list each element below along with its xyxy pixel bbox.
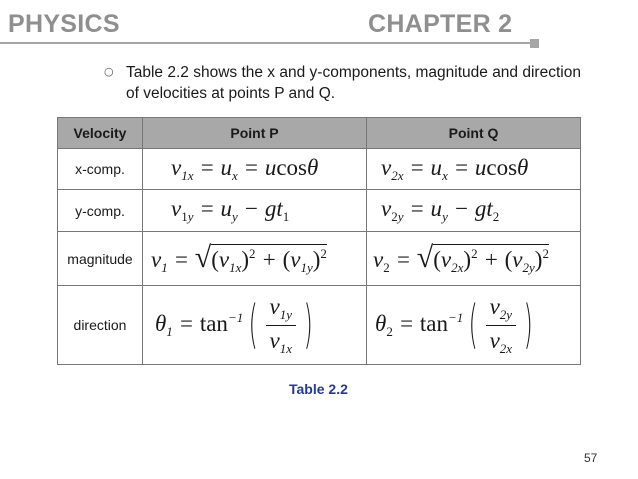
header-point-q: Point Q xyxy=(367,118,581,149)
page-number: 57 xyxy=(584,451,598,465)
equation-p: $v_{1y} = u_y - gt_1$ xyxy=(142,190,366,232)
equation-q: $v_2 = √(v_{2x})^2 + (v_{2y})^2$ xyxy=(367,232,581,286)
row-label: y-comp. xyxy=(58,190,143,232)
equation-q: $v_{2x} = u_x = ucos\theta$ xyxy=(367,149,581,190)
chapter-title: CHAPTER 2 xyxy=(368,10,513,38)
header-velocity: Velocity xyxy=(58,118,143,149)
equation-p: $\theta_1 = \tan^{-1}$ ( $\frac{v_{1y}}{v_{1x}}$ ) xyxy=(142,286,366,365)
bullet-circle-icon: ○ xyxy=(104,65,114,78)
table-header-row xyxy=(58,118,581,149)
table-row xyxy=(58,286,581,365)
header-point-p: Point P xyxy=(142,118,366,149)
row-label: x-comp. xyxy=(58,149,143,190)
table-row xyxy=(58,149,581,190)
equation-p: $v_{1x} = u_x = ucos\theta$ xyxy=(142,149,366,190)
divider-square-icon xyxy=(530,39,539,48)
table-row xyxy=(58,190,581,232)
subject-title: PHYSICS xyxy=(8,10,120,38)
equation-q: $\theta_2 = \tan^{-1}$ ( $\frac{v_{2y}}{v_{2x}}$ ) xyxy=(367,286,581,365)
table-caption: Table 2.2 xyxy=(289,381,348,397)
row-label: magnitude xyxy=(58,232,143,286)
velocity-table xyxy=(57,117,581,365)
equation-p: $v_1 = √(v_{1x})^2 + (v_{1y})^2$ xyxy=(142,232,366,286)
table-row xyxy=(58,232,581,286)
row-label: direction xyxy=(58,286,143,365)
bullet-text: Table 2.2 shows the x and y-components, magnitude and direction of velocities at points P and Q. xyxy=(126,64,581,102)
header-divider xyxy=(0,42,536,44)
equation-q: $v_{2y} = u_y - gt_2$ xyxy=(367,190,581,232)
